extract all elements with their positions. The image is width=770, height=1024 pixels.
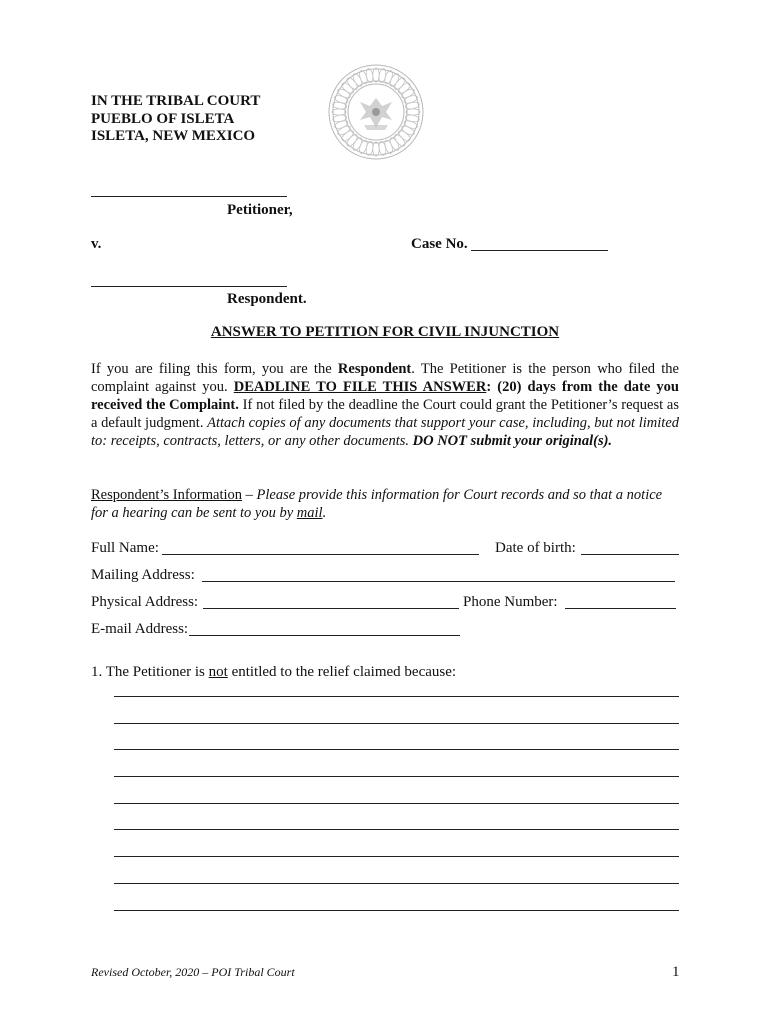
intro-do-not-submit: DO NOT submit your original(s). [412, 433, 613, 449]
intro-text-1: If you are filing this form, you are the [91, 361, 338, 377]
court-line-3: ISLETA, NEW MEXICO [91, 128, 256, 144]
email-address-label: E-mail Address: [91, 621, 189, 637]
page-number: 1 [672, 964, 680, 980]
answer-line-8[interactable] [114, 883, 679, 884]
respondent-info-mail: mail [296, 505, 323, 521]
dob-field[interactable] [581, 554, 679, 555]
case-no-line[interactable] [471, 250, 608, 251]
intro-deadline-heading: DEADLINE TO FILE THIS ANSWER [233, 379, 487, 395]
versus-label: v. [91, 236, 102, 252]
intro-text-3: If not filed by the deadline the Court could grant the Petitioner’s request as a default judgment. [91, 397, 679, 431]
question-1 [91, 664, 456, 681]
phone-number-field[interactable] [565, 608, 676, 609]
email-address-field[interactable] [189, 635, 460, 636]
court-line-2: PUEBLO OF ISLETA [91, 110, 235, 127]
physical-address-field[interactable] [203, 608, 459, 609]
answer-line-3[interactable] [114, 749, 679, 750]
respondent-info-heading: Respondent’s Information [91, 487, 243, 503]
respondent-name-line[interactable] [91, 286, 287, 287]
question-1-text-b: entitled to the relief claimed because: [227, 664, 457, 680]
question-1-text-a: 1. The Petitioner is [91, 664, 209, 680]
answer-line-5[interactable] [114, 803, 679, 804]
respondent-info-period: . [322, 505, 327, 521]
respondent-info-text: – Please provide this information for Court records and so that a notice for a hearing can be sent to you by [91, 487, 663, 521]
answer-line-2[interactable] [114, 723, 679, 724]
mailing-address-label: Mailing Address: [91, 567, 195, 583]
answer-line-1[interactable] [114, 696, 679, 697]
court-seal-icon [326, 62, 426, 162]
full-name-field[interactable] [162, 554, 479, 555]
full-name-label: Full Name: [91, 540, 159, 556]
dob-label: Date of birth: [495, 540, 576, 556]
case-no-label: Case No. [411, 236, 468, 252]
question-1-not: not [208, 664, 228, 680]
document-title: ANSWER TO PETITION FOR CIVIL INJUNCTION [210, 324, 560, 340]
court-header [91, 93, 260, 146]
intro-deadline-text: : (20) days from the date you received the Complaint. [91, 379, 680, 413]
answer-line-4[interactable] [114, 776, 679, 777]
phone-number-label: Phone Number: [463, 594, 558, 610]
answer-line-7[interactable] [114, 856, 679, 857]
court-line-1: IN THE TRIBAL COURT [91, 93, 261, 109]
mailing-address-field[interactable] [202, 581, 675, 582]
instructions-paragraph [91, 360, 679, 450]
answer-line-6[interactable] [114, 829, 679, 830]
petitioner-label: Petitioner, [227, 202, 293, 218]
physical-address-label: Physical Address: [91, 594, 199, 610]
answer-line-9[interactable] [114, 910, 679, 911]
respondent-info-paragraph [91, 486, 679, 522]
petitioner-name-line[interactable] [91, 196, 287, 197]
respondent-label: Respondent. [227, 291, 307, 307]
revision-footer: Revised October, 2020 – POI Tribal Court [91, 965, 295, 979]
intro-text-2: . The Petitioner is the person who filed the complaint against you. [91, 361, 679, 395]
intro-attach-text: Attach copies of any documents that support your case, including, but not limited to: receipts, contracts, letters, or any other documents. [91, 415, 680, 449]
intro-respondent: Respondent [337, 361, 412, 377]
